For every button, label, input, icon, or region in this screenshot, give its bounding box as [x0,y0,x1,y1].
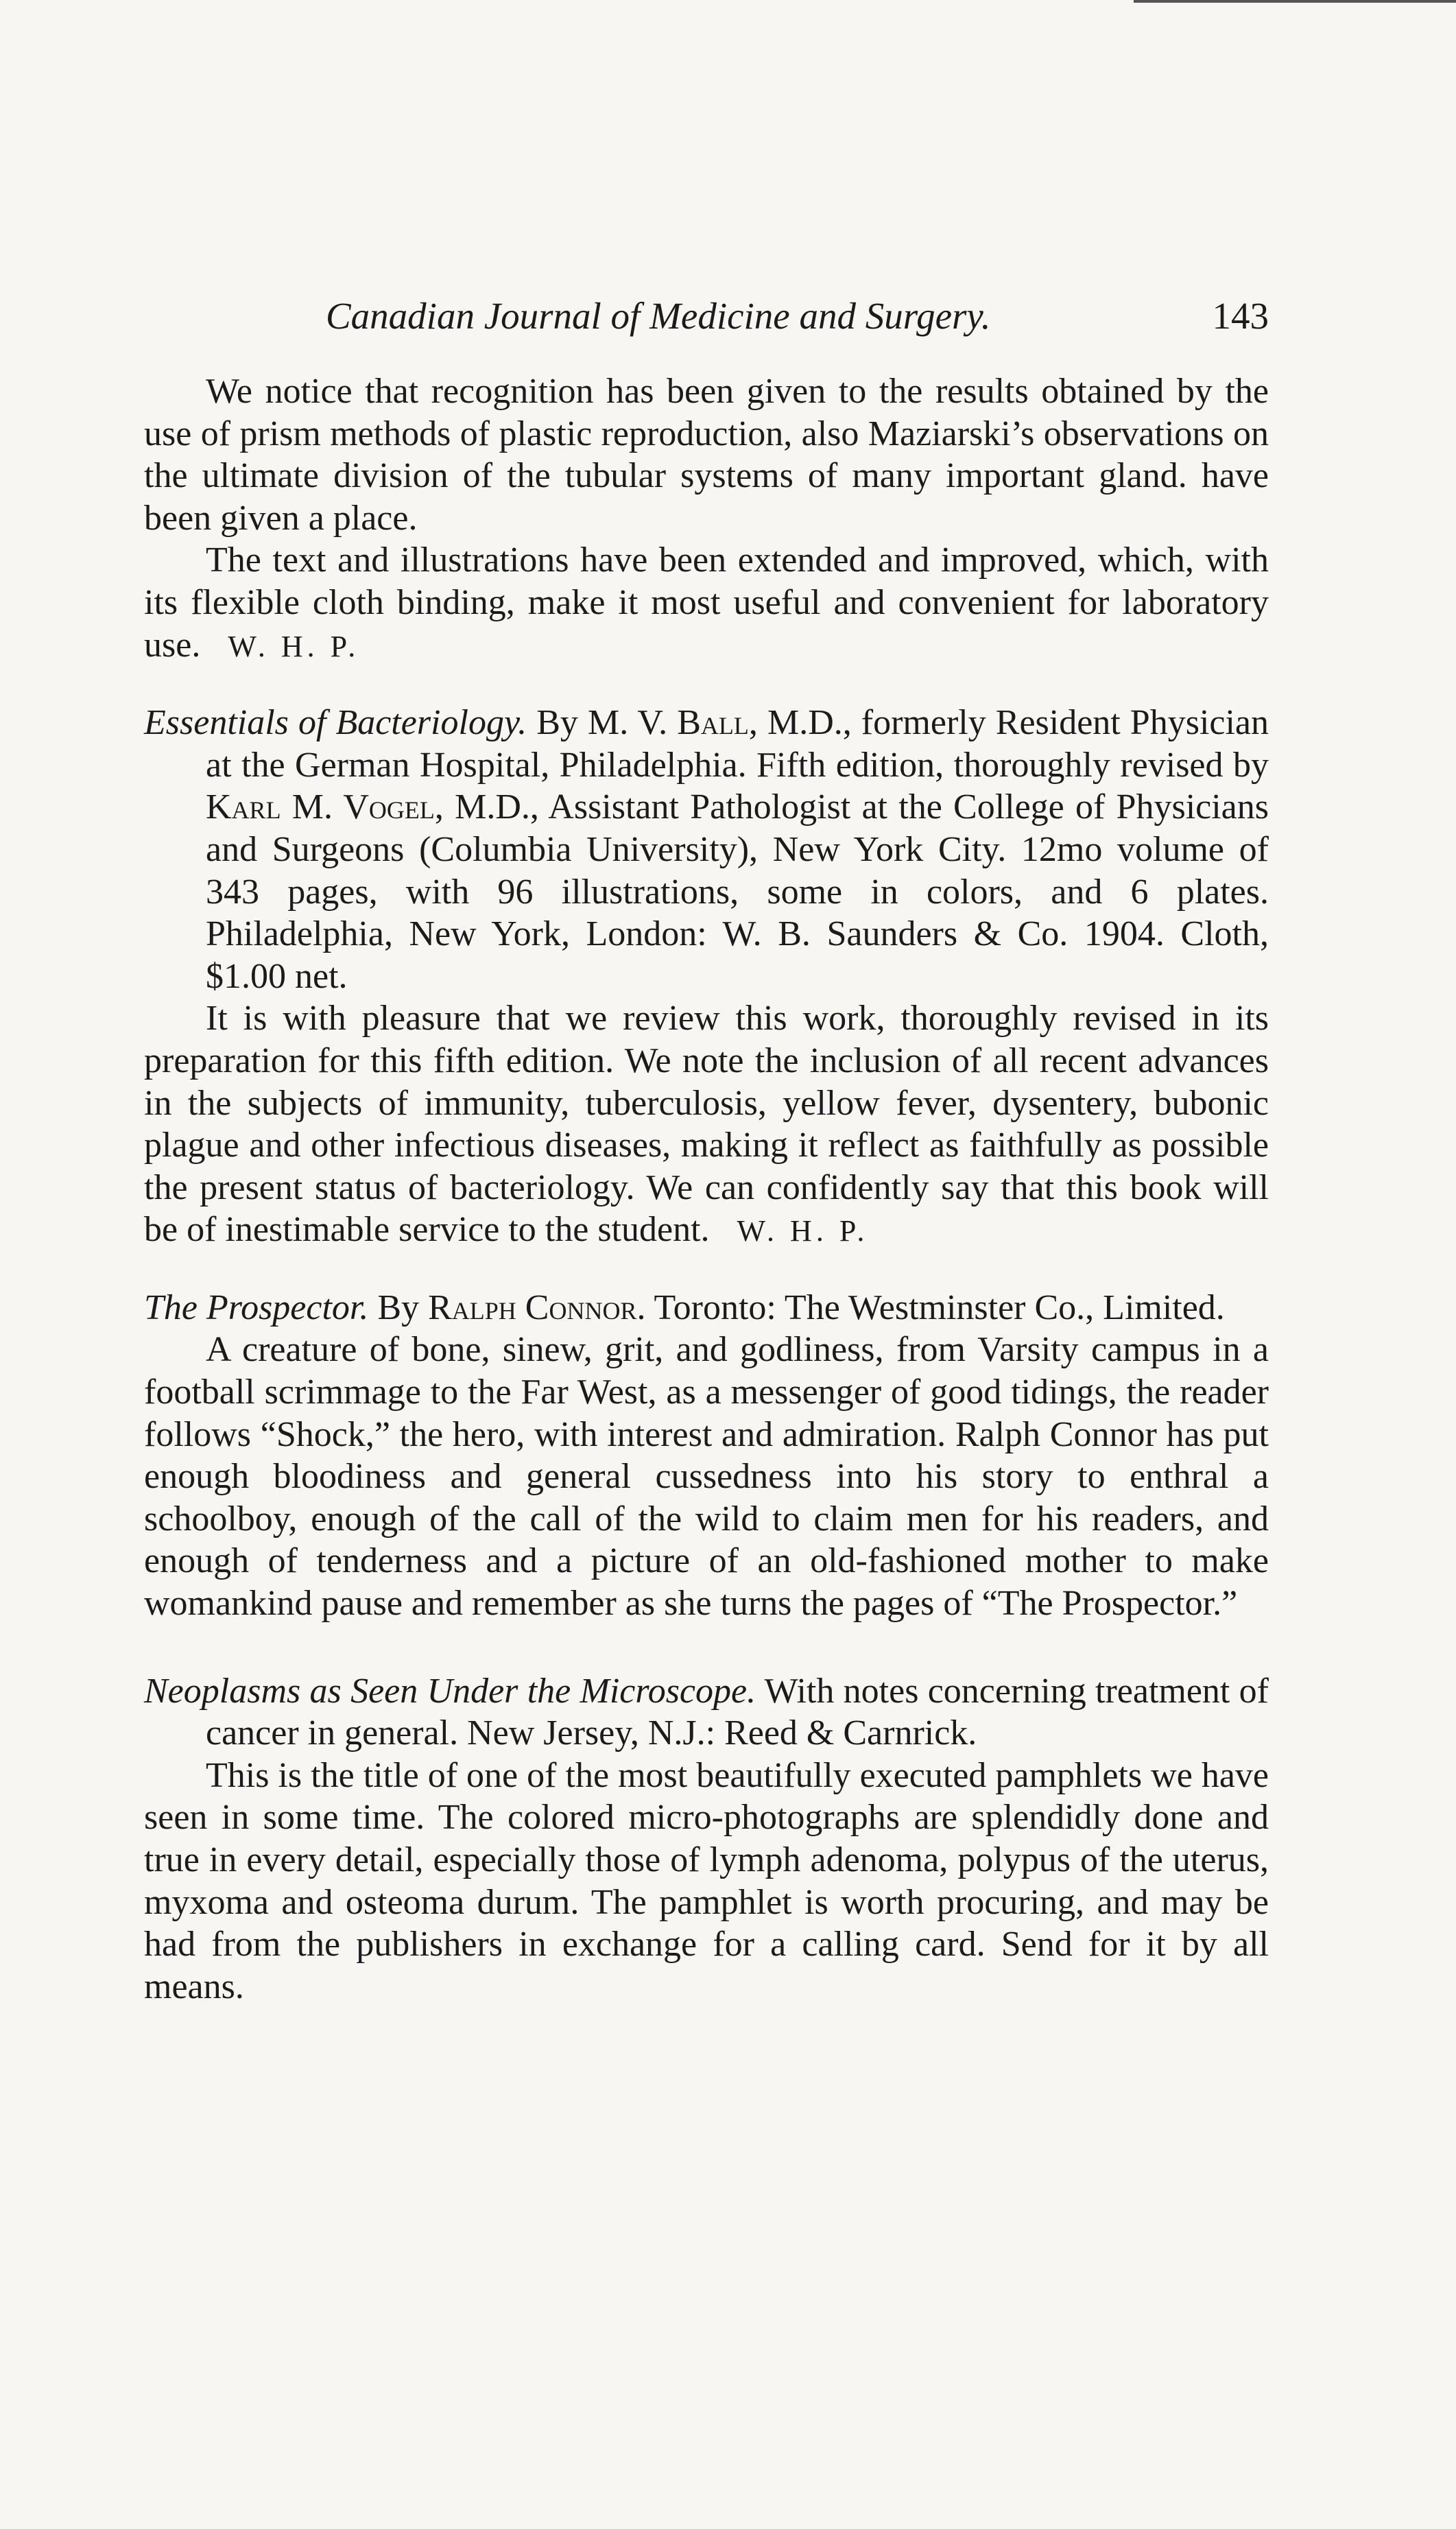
review-body-neoplasms: This is the title of one of the most beautifully executed pamphlets we have seen in some time. The colored micro-photographs are splendidly done and true in every detail, especially those of lymph adenoma, polypus of the uterus, myxoma and osteoma durum. The pamphlet is worth procuring, and may be had from the publishers in exchange for a calling card. Send for it by all means. [144,1755,1269,2006]
paragraph-prism-methods: We notice that recognition has been given to the results obtained by the use of prism methods of plastic reproduction, also Maziarski’s observations on the ultimate division of the tubular systems of many important gland. have been given a place. [144,372,1269,538]
top-edge-rule [1134,0,1456,3]
author-name: M. V. Ball [587,703,749,743]
paragraph-illustrations [144,539,1269,667]
journal-page [144,295,1269,2008]
review-citation-bacteriology [144,702,1269,997]
by-word: By [536,703,578,743]
by-word: By [377,1287,420,1327]
book-title: Neoplasms as Seen Under the Microscope. [144,1671,756,1711]
reviser-name: Karl M. Vogel [206,787,435,827]
spacer [144,1625,1269,1670]
review-citation-prospector [144,1287,1269,1329]
citation-details: With notes concerning treatment of cancer in general. New Jersey, N.J.: Reed & Carnrick. [206,1671,1269,1753]
review-body-prospector: A creature of bone, sinew, grit, and godliness, from Varsity campus in a football scrimmage to the Far West, as a messenger of good tidings, the reader follows “Shock,” the hero, with interest and admiration. Ralph Connor has put enough bloodiness and general cussedness into his story to enthral a schoolboy, enough of the call of the wild to claim men for his readers, and enough of tenderness and a picture of an old-fashioned mother to make womankind pause and remember as she turns the pages of “The Prospector.” [144,1330,1269,1624]
spacer [144,1252,1269,1287]
review-body-bacteriology [144,997,1269,1252]
citation-details: , M.D., formerly Resident Physician at the German Hospital, Philadelphia. Fifth edition, thoroughly revised by [206,703,1269,785]
citation-details-2: , M.D., Assistant Pathologist at the College of Physicians and Surgeons (Columbia University), New York City. 12mo volume of 343 pages, with 96 illustrations, some in colors, and 6 plates. Philadelphia, New York, London: W. B. Saunders & Co. 1904. Cloth, $1.00 net. [206,787,1269,996]
book-title: The Prospector. [144,1287,369,1327]
running-header [144,295,1269,350]
spacer [144,667,1269,702]
review-body-text: It is with pleasure that we review this work, thoroughly revised in its preparation for this fifth edition. We note the inclusion of all recent advances in the subjects of immunity, tuberculosis, yellow fever, dysentery, bubonic plague and other infectious diseases, making it reflect as faithfully as possible the present status of bacteriology. We can confidently say that this book will be of inestimable service to the student. [144,999,1269,1250]
citation-details: . Toronto: The Westminster Co., Limited. [636,1287,1225,1327]
page-number: 143 [1212,295,1269,337]
journal-title: Canadian Journal of Medicine and Surgery. [326,295,991,337]
paragraph-illustrations-text: The text and illustrations have been extended and improved, which, with its flexible cloth binding, make it most useful and convenient for laboratory use. [144,541,1269,665]
review-citation-neoplasms [144,1670,1269,1755]
book-title: Essentials of Bacteriology. [144,703,527,743]
author-name: Ralph Connor [428,1287,637,1327]
reviewer-signature: W. H. P. [228,629,360,663]
reviewer-signature: W. H. P. [737,1214,869,1248]
